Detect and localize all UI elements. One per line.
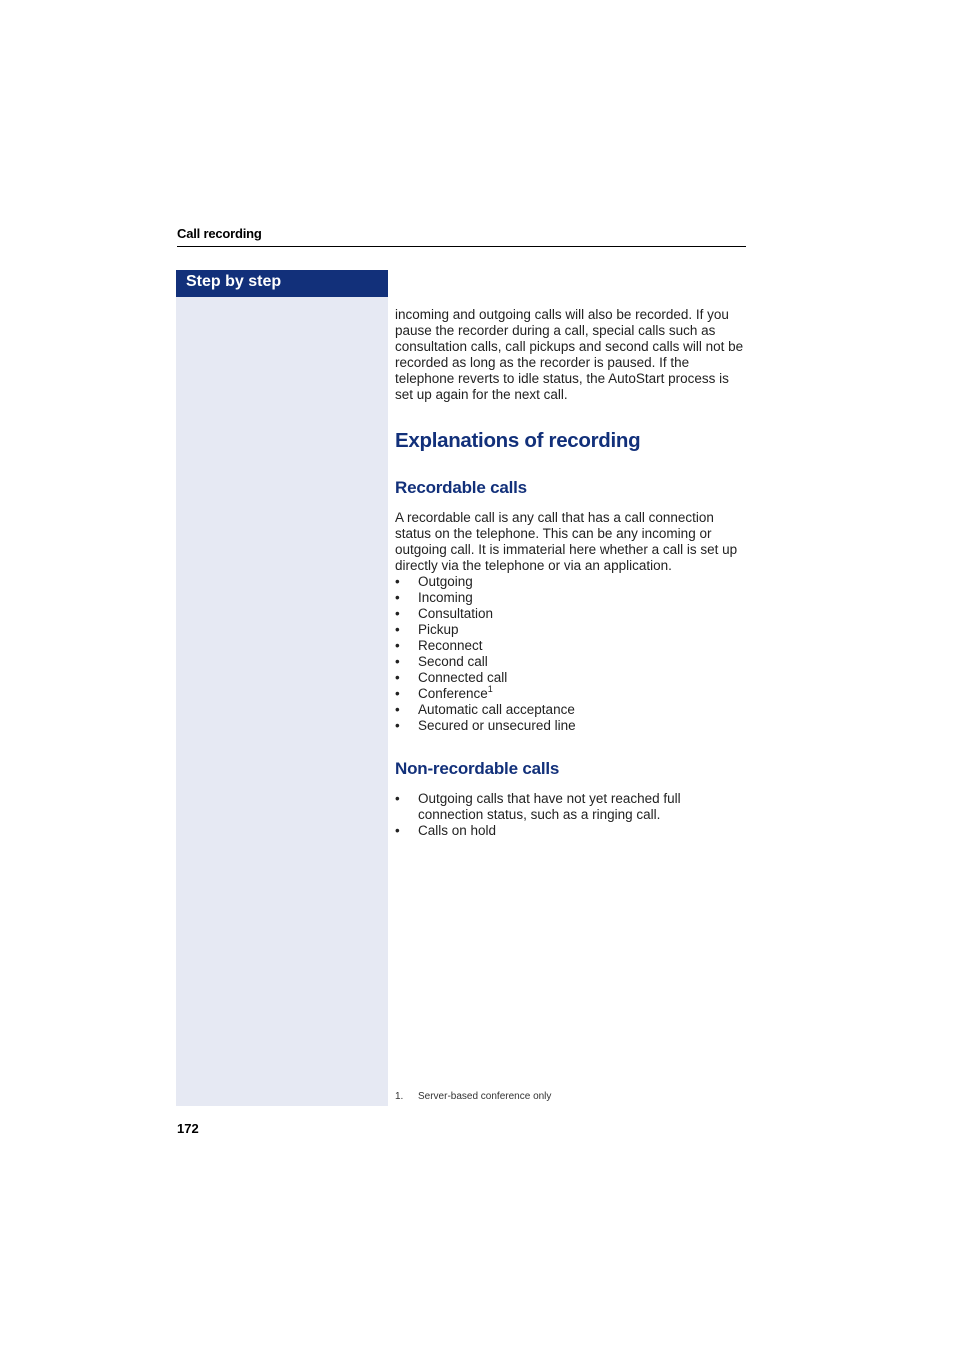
list-item: • Connected call xyxy=(395,670,747,686)
footnote-number: 1. xyxy=(395,1091,404,1102)
recordable-calls-heading: Recordable calls xyxy=(395,478,527,497)
list-item: • Incoming xyxy=(395,590,747,606)
list-item: • Calls on hold xyxy=(395,823,747,839)
list-item: • Second call xyxy=(395,654,747,670)
non-recordable-calls-list xyxy=(395,791,747,839)
list-item: • Pickup xyxy=(395,622,747,638)
list-item: • Secured or unsecured line xyxy=(395,718,747,734)
list-item: • Outgoing xyxy=(395,574,747,590)
list-item: • Automatic call acceptance xyxy=(395,702,747,718)
footnote-marker: 1 xyxy=(487,683,493,694)
list-item xyxy=(395,683,747,702)
sidebar-header: Step by step xyxy=(176,270,388,297)
step-by-step-sidebar xyxy=(176,270,388,1106)
footnote xyxy=(395,1091,551,1102)
running-head: Call recording xyxy=(177,226,262,241)
page-number: 172 xyxy=(177,1121,199,1136)
main-content xyxy=(395,307,747,839)
list-item-label: Conference xyxy=(418,686,488,701)
recordable-calls-paragraph: A recordable call is any call that has a call connection status on the telephone. This can be any incoming or outgoing call. It is immaterial here whether a call is set up directly via the telephone or via an application. xyxy=(395,510,738,573)
recordable-calls-list xyxy=(395,574,747,734)
intro-paragraph: incoming and outgoing calls will also be recorded. If you pause the recorder during a call, special calls such as consultation calls, call pickups and second calls will not be recorded as long as the recorder is paused. If the telephone reverts to idle status, the AutoStart process is set up again for the next call. xyxy=(395,307,744,402)
footnote-text: Server-based conference only xyxy=(418,1091,552,1102)
list-item: • Reconnect xyxy=(395,638,747,654)
section-title: Explanations of recording xyxy=(395,429,641,452)
list-item: • Consultation xyxy=(395,606,747,622)
header-rule xyxy=(177,246,746,247)
non-recordable-calls-heading: Non-recordable calls xyxy=(395,759,560,778)
list-item: • Outgoing calls that have not yet reached full connection status, such as a ringing call. xyxy=(395,791,747,823)
